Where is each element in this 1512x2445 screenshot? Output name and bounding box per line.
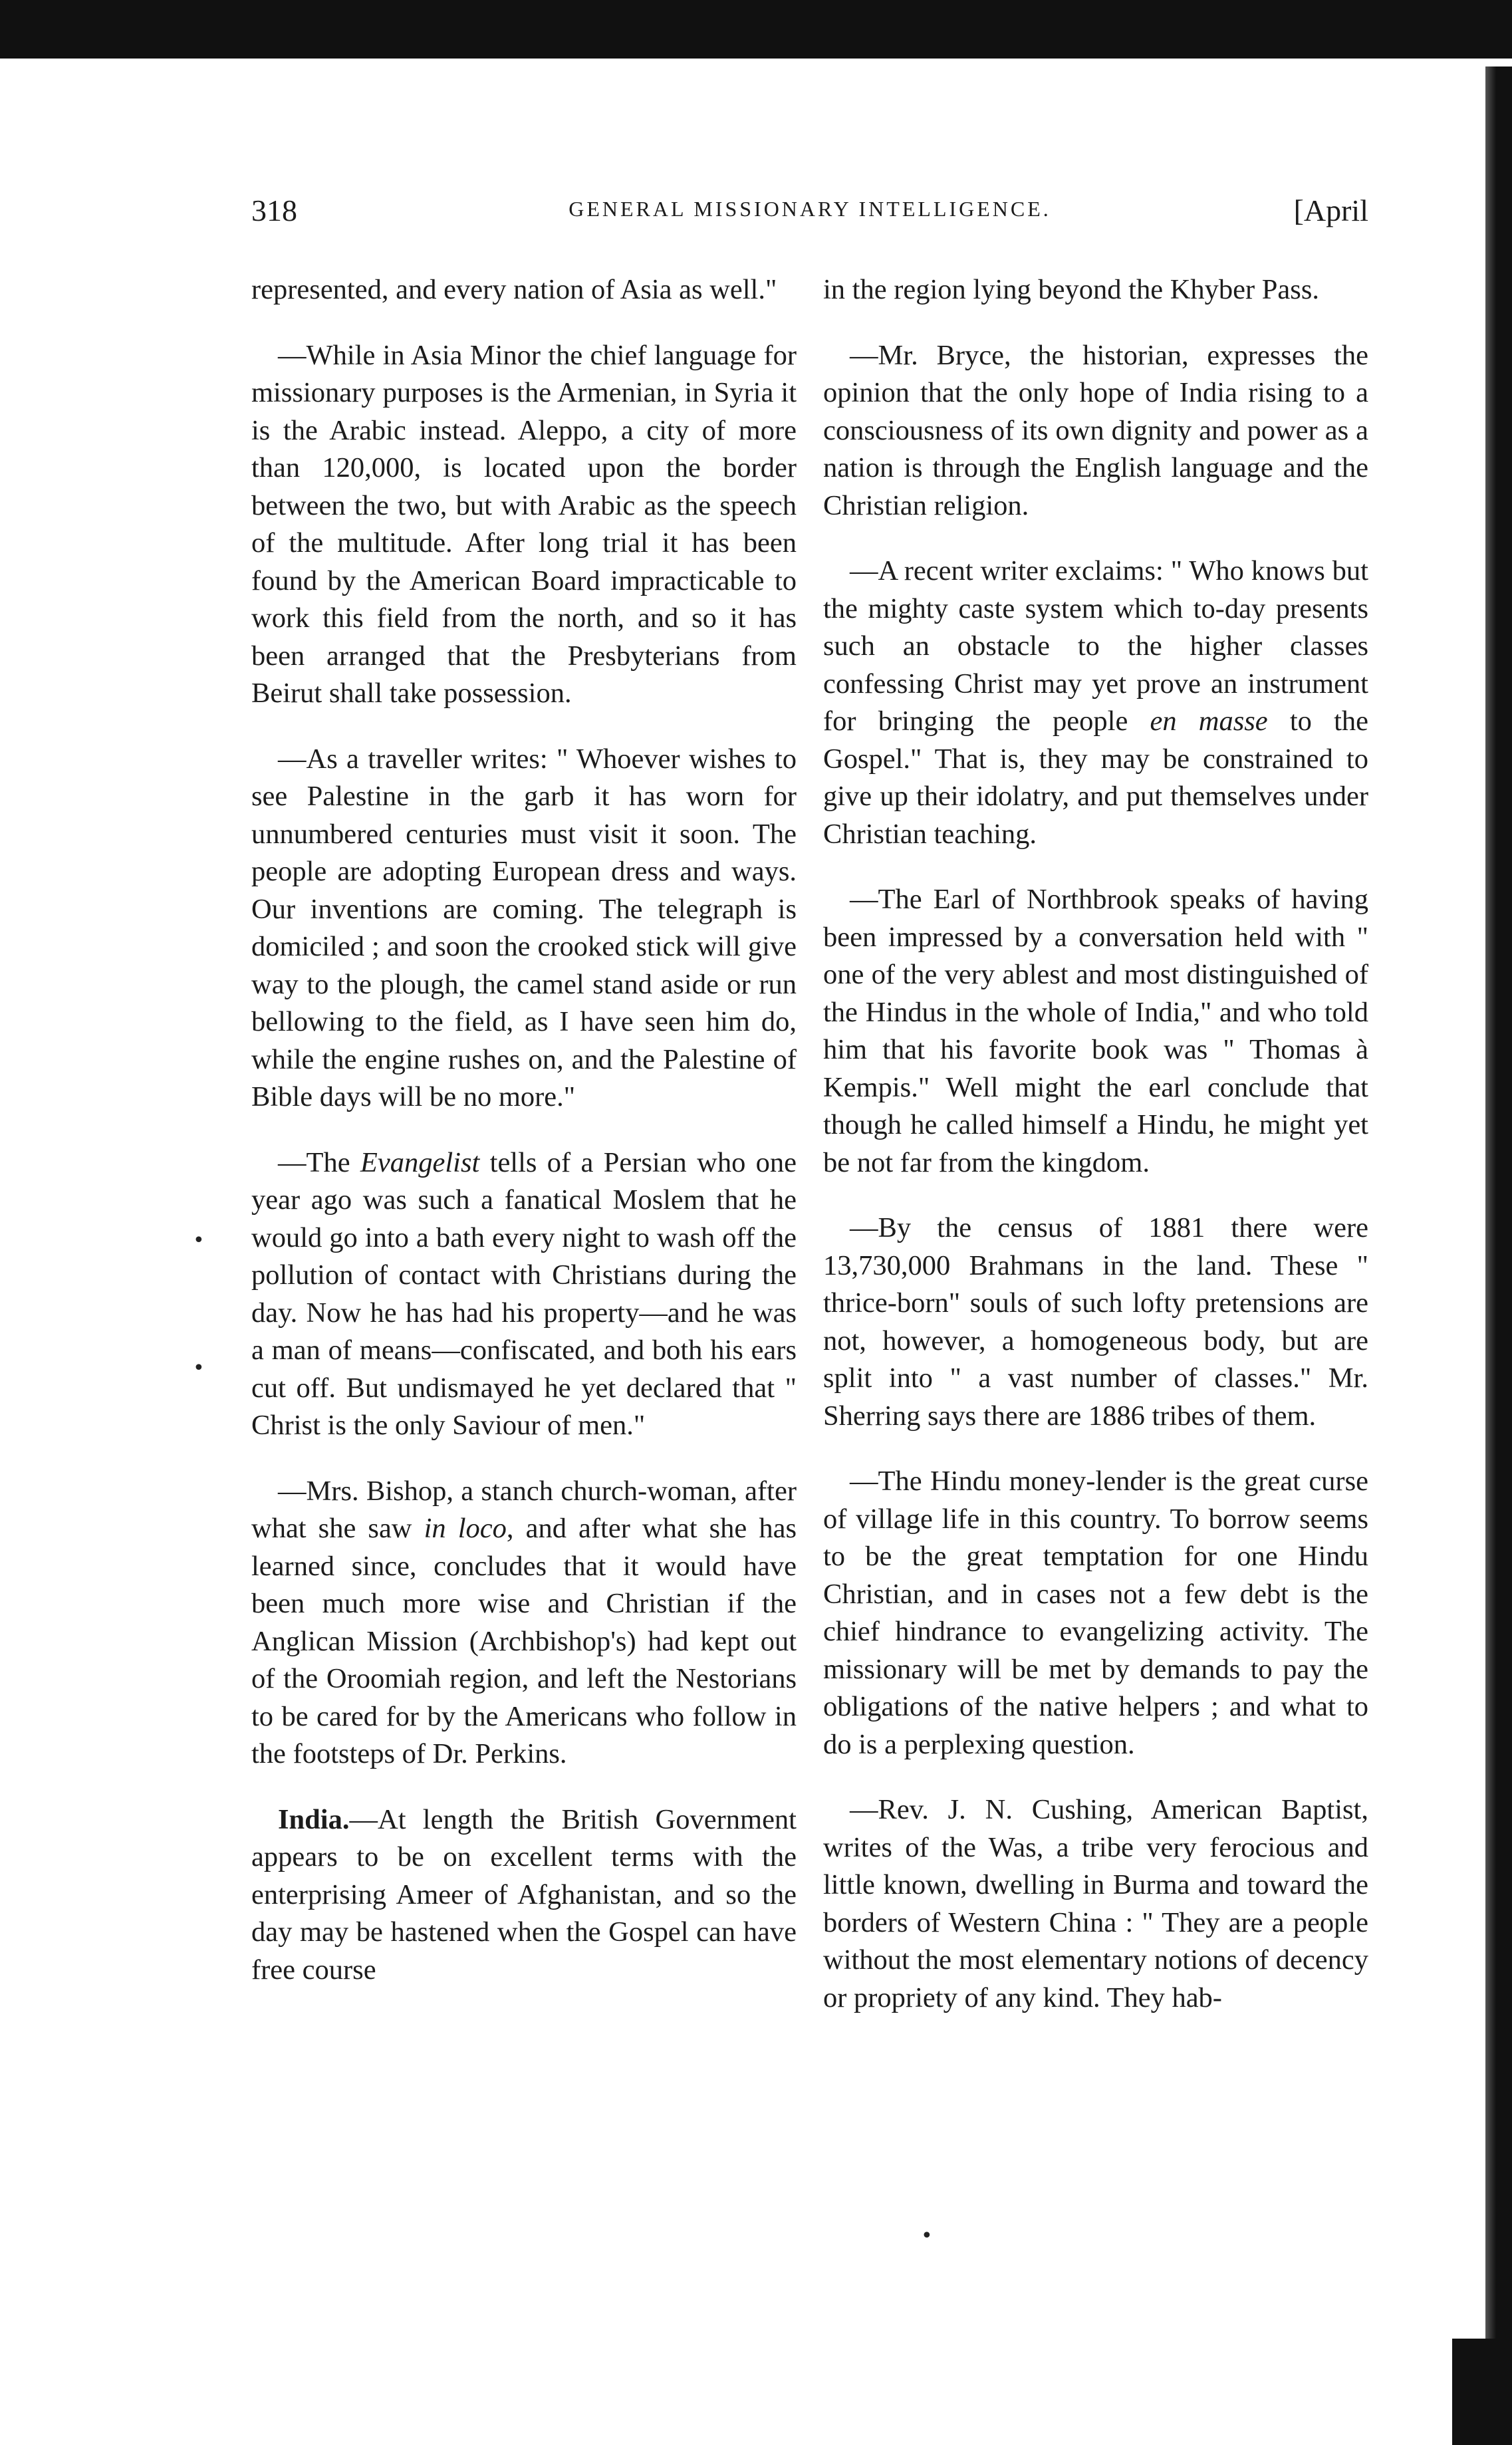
running-month: [April: [1293, 193, 1368, 227]
left-column: [251, 271, 797, 1989]
scan-speck: •: [193, 1229, 205, 1252]
italic-phrase: en masse: [1150, 706, 1268, 737]
paragraph-text: to the Gospel." That is, they may be constrained to give up their idolatry, and put themselves under Christian teaching.: [823, 706, 1369, 850]
paragraph-text: —Mrs. Bishop, a stanch church-woman, after what she saw: [251, 1475, 797, 1544]
paragraph: —While in Asia Minor the chief language for missionary purposes is the Armenian, in Syria it is the Arabic instead. Aleppo, a city of more than 120,000, is located upon the border between the two, but with Arabic as the speech of the multitude. After long trial it has been found by the American Board impracticable to work this field from the north, and so it has been arranged that the Presbyterians from Beirut shall take possession.: [251, 339, 797, 709]
paragraph: [251, 1144, 797, 1445]
paragraph: —The Hindu money-lender is the great curse of village life in this country. To borrow seems to be the great temptation for one Hindu Christian, and in cases not a few debt is the chief hindrance to evangelizing activity. The missionary will be met by demands to pay the obligations of the native helpers ; and what to do is a perplexing question.: [823, 1466, 1368, 1760]
paragraph: —The Earl of Northbrook speaks of having been impressed by a conversation held with " one of the very ablest and most distinguished of the Hindus in the whole of India," and who told him that his favorite book was " Thomas à Kempis." Well might the earl conclude that though he called himself a Hindu, he might yet be not far from the kingdom.: [823, 884, 1368, 1178]
right-column: [823, 271, 1368, 2017]
paragraph: —Mr. Bryce, the historian, expresses the opinion that the only hope of India rising to a consciousness of its own dignity and power as a nation is through the English language and the Christian religion.: [823, 339, 1368, 521]
paragraph: —By the census of 1881 there were 13,730,000 Brahmans in the land. These " thrice-born" souls of such lofty pretensions are not, however, a homogeneous body, but are split into " a vast number of classes." Mr. Sherring says there are 1886 tribes of them.: [823, 1212, 1368, 1432]
page-number: 318: [251, 193, 297, 227]
scan-top-border: [0, 0, 1512, 59]
scan-speck: •: [193, 1356, 205, 1380]
paragraph-text: tells of a Persian who one year ago was such a fanatical Moslem that he would go into a bath every night to wash off the pollution of contact with Christians during the day. Now he has had his property—and he was a man of means—confiscated, and both his ears cut off. But undismayed he yet declared that " Christ is the only Saviour of men.": [251, 1146, 797, 1441]
running-title: GENERAL MISSIONARY INTELLIGENCE.: [568, 197, 1051, 221]
paragraph: —As a traveller writes: " Whoever wishes to see Palestine in the garb it has worn for unnumbered centuries must visit it soon. The people are adopting European dress and ways. Our inventions are coming. The telegraph is domiciled ; and soon the crooked stick will give way to the plough, the camel stand aside or run bellowing to the field, as I have seen him do, while the engine rushes on, and the Palestine of Bible days will be no more.": [251, 743, 797, 1112]
scan-bottom-right-shadow: [1452, 2339, 1512, 2445]
paragraph-text: —A recent writer exclaims: " Who knows but the mighty caste system which to-day presents such an obstacle to the higher classes confessing Christ may yet prove an instrument for bringing the people: [823, 555, 1368, 737]
paragraph: [251, 1473, 797, 1773]
paragraph-text: , and after what she has learned since, concludes that it would have been much more wise and Christian if the Anglican Mission (Archbishop's) had kept out of the Oroomiah region, and left the Nestorians to be cared for by the Americans who follow in the footsteps of Dr. Perkins.: [251, 1513, 797, 1769]
paragraph-text: —The: [278, 1146, 360, 1178]
section-lead: India.: [278, 1803, 350, 1835]
paragraph: represented, and every nation of Asia as well.": [251, 274, 777, 305]
paragraph: in the region lying beyond the Khyber Pass.: [823, 274, 1319, 305]
italic-title: Evangelist: [360, 1146, 480, 1178]
scan-right-border: [1485, 66, 1512, 2445]
paragraph-text: —At length the British Government appears to be on excellent terms with the enterprising Ameer of Afghanistan, and so the day may be hastened when the Gospel can have free course: [251, 1803, 797, 1986]
running-head: [251, 193, 1368, 239]
paragraph: —Rev. J. N. Cushing, American Baptist, writes of the Was, a tribe very ferocious and little known, dwelling in Burma and toward the borders of Western China : " They are a people without the most elementary notions of decency or propriety of any kind. They hab-: [823, 1794, 1368, 2013]
paragraph: [823, 553, 1368, 853]
italic-phrase: in loco: [424, 1513, 507, 1544]
scan-speck: •: [921, 2224, 933, 2248]
paragraph: [251, 1801, 797, 1990]
